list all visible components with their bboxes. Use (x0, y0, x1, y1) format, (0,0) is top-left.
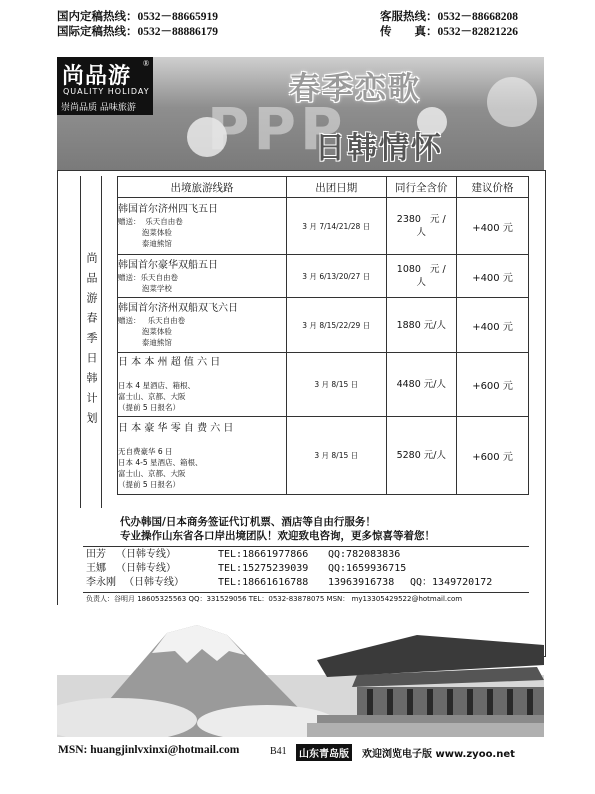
contact-name: 田芳 (86, 549, 106, 560)
route-cell (118, 417, 287, 495)
route-date: 3 月 7/14/21/28 日 (286, 198, 386, 255)
route-name: 韩国首尔豪华双船五日 (118, 259, 218, 271)
route-price: 1880 元/人 (386, 298, 456, 353)
contact-row (86, 562, 526, 576)
route-recommended: +600 元 (457, 417, 529, 495)
promo-text (120, 515, 435, 543)
contact-qq: QQ:782083836 (328, 549, 401, 560)
contact-extra-phone: 13963916738 (328, 577, 395, 588)
logo-registered-mark: ® (143, 59, 150, 68)
route-price: 2380 元 / 人 (386, 198, 456, 255)
side-label (80, 176, 102, 508)
contacts-list (86, 548, 526, 590)
table-header-row (118, 177, 529, 198)
table-row (118, 417, 529, 495)
fax-label: 传 真： (380, 26, 438, 38)
contact-row (86, 548, 526, 562)
route-gifts: 赠送： 乐天自由卷 泡菜体验 泰迪熊馆 (118, 217, 183, 248)
service-hotline (380, 10, 518, 24)
header-recommended: 建议价格 (457, 177, 529, 198)
route-name: 韩国首尔济州四飞五日 (118, 204, 218, 215)
route-date: 3 月 8/15/22/29 日 (286, 298, 386, 353)
route-gifts: 日本 4 星酒店、箱根、 富士山、京都、大阪 （提前 5 日报名） (118, 381, 196, 412)
banner-watermark-letters: PPP (207, 95, 347, 163)
route-name: 日 本 豪 华 零 自 费 六 日 (118, 422, 234, 434)
header-price: 同行全含价 (386, 177, 456, 198)
divider (83, 592, 529, 593)
route-recommended: +400 元 (457, 198, 529, 255)
flower-decoration (487, 77, 537, 127)
table-row (118, 298, 529, 353)
contact-row (86, 576, 526, 590)
routes-table (117, 176, 529, 495)
route-recommended: +400 元 (457, 255, 529, 298)
contact-qq: QQ:1659936715 (328, 563, 407, 574)
logo-name: 尚品游 (62, 64, 132, 89)
contact-name: 王娜 (86, 563, 106, 574)
footer-website: 欢迎浏览电子版 www.zyoo.net (362, 749, 515, 760)
fax-phone: 0532－82821226 (437, 26, 518, 38)
route-recommended: +400 元 (457, 298, 529, 353)
route-cell (118, 255, 287, 298)
route-date: 3 月 6/13/20/27 日 (286, 255, 386, 298)
intl-hotline-phone: 0532－88886179 (137, 26, 218, 38)
promo-line-2: 专业操作山东省各口岸出境团队！欢迎致电咨询，更多惊喜等着您！ (120, 530, 435, 542)
service-hotline-label: 客服热线： (380, 11, 438, 23)
intl-hotline (57, 25, 218, 39)
route-gifts: 赠送：乐天自由卷 泡菜学校 (118, 272, 178, 293)
banner-title-bottom: 日韩情怀 (315, 131, 443, 166)
domestic-hotline-phone: 0532－88665919 (137, 11, 218, 23)
route-name: 日 本 本 州 超 值 六 日 (118, 357, 221, 368)
logo-english: QUALITY HOLIDAY (63, 87, 150, 96)
service-hotline-phone: 0532－88668208 (437, 11, 518, 23)
footer-msn: MSN: huangjinlvxinxi@hotmail.com (58, 744, 240, 756)
fuji-palace-icon (57, 605, 544, 737)
route-date: 3 月 8/15 日 (286, 353, 386, 417)
domestic-hotline (57, 10, 218, 24)
table-row (118, 255, 529, 298)
divider (83, 546, 529, 547)
table-row (118, 198, 529, 255)
route-cell (118, 198, 287, 255)
contact-name: 李永刚 (86, 577, 116, 588)
contact-tel: TEL:18661616788 (218, 577, 309, 588)
route-cell (118, 353, 287, 417)
contact-line: （日韩专线） (116, 563, 176, 574)
route-recommended: +600 元 (457, 353, 529, 417)
logo (57, 57, 153, 115)
route-price: 1080 元 / 人 (386, 255, 456, 298)
route-price: 4480 元/人 (386, 353, 456, 417)
header-date: 出团日期 (286, 177, 386, 198)
contact-line: （日韩专线） (116, 549, 176, 560)
header-route: 出境旅游线路 (118, 177, 287, 198)
domestic-hotline-label: 国内定稿热线： (57, 11, 138, 23)
route-gifts: 无自费豪华 6 日 日本 4-5 星酒店、箱根、 富士山、京都、大阪 （提前 5 日报名） (118, 446, 203, 489)
contact-tel: TEL:18661977866 (218, 549, 309, 560)
promo-line-1: 代办韩国/日本商务签证代订机票、酒店等自由行服务！ (120, 516, 376, 528)
banner (57, 57, 544, 170)
table-row (118, 353, 529, 417)
route-gifts: 赠送： 乐天自由卷 泡菜体验 泰迪熊馆 (118, 316, 186, 347)
scenery-illustration (57, 605, 544, 737)
edition-badge: 山东青岛版 (296, 744, 352, 761)
route-cell (118, 298, 287, 353)
route-date: 3 月 8/15 日 (286, 417, 386, 495)
page-number: B41 (270, 746, 287, 757)
route-name: 韩国首尔济州双船双飞六日 (118, 303, 238, 314)
contact-qq: QQ：1349720172 (410, 577, 493, 588)
route-price: 5280 元/人 (386, 417, 456, 495)
side-label-text: 尚品游春季日韩计划 (85, 252, 98, 432)
contact-line: （日韩专线） (124, 577, 184, 588)
intl-hotline-label: 国际定稿热线： (57, 26, 138, 38)
fax-line (380, 25, 518, 39)
manager-line: 负责人：谷明月 18605325563 QQ：331529056 TEL：0532-83878075 MSN： my13305429522@hotmail.com (86, 595, 463, 603)
logo-slogan: 崇尚品质 品味旅游 (61, 103, 136, 113)
contact-tel: TEL:15275239039 (218, 563, 309, 574)
banner-title-top: 春季恋歌 (289, 71, 421, 107)
